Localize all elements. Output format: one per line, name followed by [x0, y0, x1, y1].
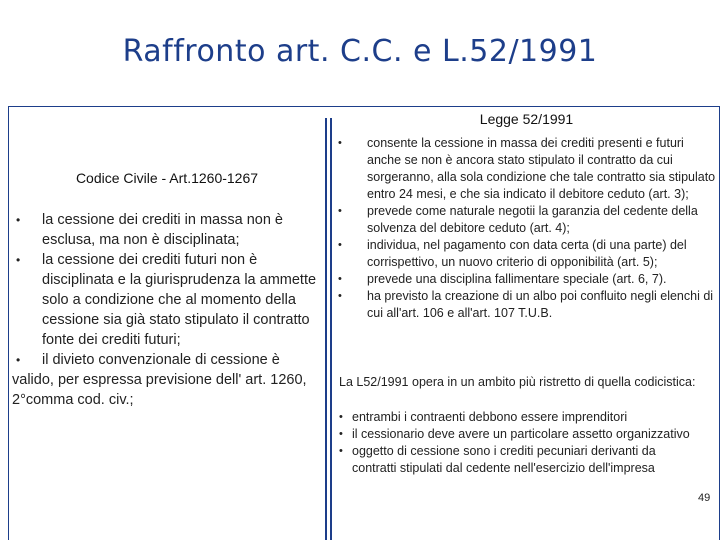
- list-item: [336, 288, 716, 322]
- legge-sub-list: [339, 409, 699, 477]
- bullet-icon: •: [16, 353, 21, 367]
- bullet-icon: •: [339, 428, 343, 440]
- list-item-text: la cessione dei crediti futuri non è disciplinata e la giurisprudenza la ammette solo a condizione che al momento della cessione sia già stato stipulato il contratto fonte dei crediti futuri;: [42, 252, 317, 348]
- list-item: [339, 409, 699, 426]
- codice-civile-header: Codice Civile - Art.1260-1267: [75, 170, 259, 186]
- list-item-text: individua, nel pagamento con data certa (di una parte) del corrispettivo, un nuovo criterio di opponibilità (art. 5);: [367, 238, 687, 269]
- codice-civile-list: [12, 210, 324, 410]
- list-item-text: il divieto convenzionale di cessione è valido, per espressa previsione dell' art. 1260, 2°comma cod. civ.;: [12, 352, 307, 408]
- bullet-icon: •: [16, 213, 21, 227]
- legge-header: Legge 52/1991: [479, 111, 574, 127]
- bullet-icon: •: [338, 205, 342, 217]
- list-item: [12, 350, 324, 410]
- bullet-icon: •: [339, 411, 343, 423]
- list-item-text: la cessione dei crediti in massa non è esclusa, ma non è disciplinata;: [42, 212, 283, 248]
- list-item: [339, 426, 699, 443]
- list-item: [336, 237, 716, 271]
- list-item-text: entrambi i contraenti debbono essere imprenditori: [352, 410, 628, 424]
- list-item-text: prevede come naturale negotii la garanzia del cedente della solvenza del debitore ceduto (art. 4);: [367, 204, 698, 235]
- list-item: [336, 203, 716, 237]
- list-item-text: il cessionario deve avere un particolare assetto organizzativo: [352, 427, 690, 441]
- page-number: 49: [698, 492, 711, 504]
- bullet-icon: •: [338, 290, 342, 302]
- legge-list: [336, 135, 716, 322]
- bullet-icon: •: [16, 253, 21, 267]
- column-divider-right: [330, 118, 332, 540]
- bullet-icon: •: [338, 273, 342, 285]
- bullet-icon: •: [339, 445, 343, 457]
- list-item-text: consente la cessione in massa dei crediti presenti e futuri anche se non è ancora stato stipulato il contratto da cui sorgeranno, alla sola condizione che tale contratto sia stipulato entro 24 mesi, e che sia indicato il debitore ceduto (art. 3);: [367, 136, 716, 201]
- list-item: [12, 250, 324, 350]
- list-item: [12, 210, 324, 250]
- bullet-icon: •: [338, 239, 342, 251]
- list-item-text: oggetto di cessione sono i crediti pecuniari derivanti da contratti stipulati dal cedente nell'esercizio dell'impresa: [352, 444, 656, 475]
- list-item-text: prevede una disciplina fallimentare speciale (art. 6, 7).: [367, 272, 667, 286]
- slide-title: Raffronto art. C.C. e L.52/1991: [122, 34, 598, 69]
- bullet-icon: •: [338, 137, 342, 149]
- list-item: [339, 443, 699, 477]
- column-divider-left: [325, 118, 327, 540]
- list-item: [336, 135, 716, 203]
- legge-intro: La L52/1991 opera in un ambito più ristretto di quella codicistica:: [339, 375, 696, 389]
- list-item-text: ha previsto la creazione di un albo poi confluito negli elenchi di cui all'art. 106 e all'art. 107 T.U.B.: [367, 289, 714, 320]
- list-item: [336, 271, 716, 288]
